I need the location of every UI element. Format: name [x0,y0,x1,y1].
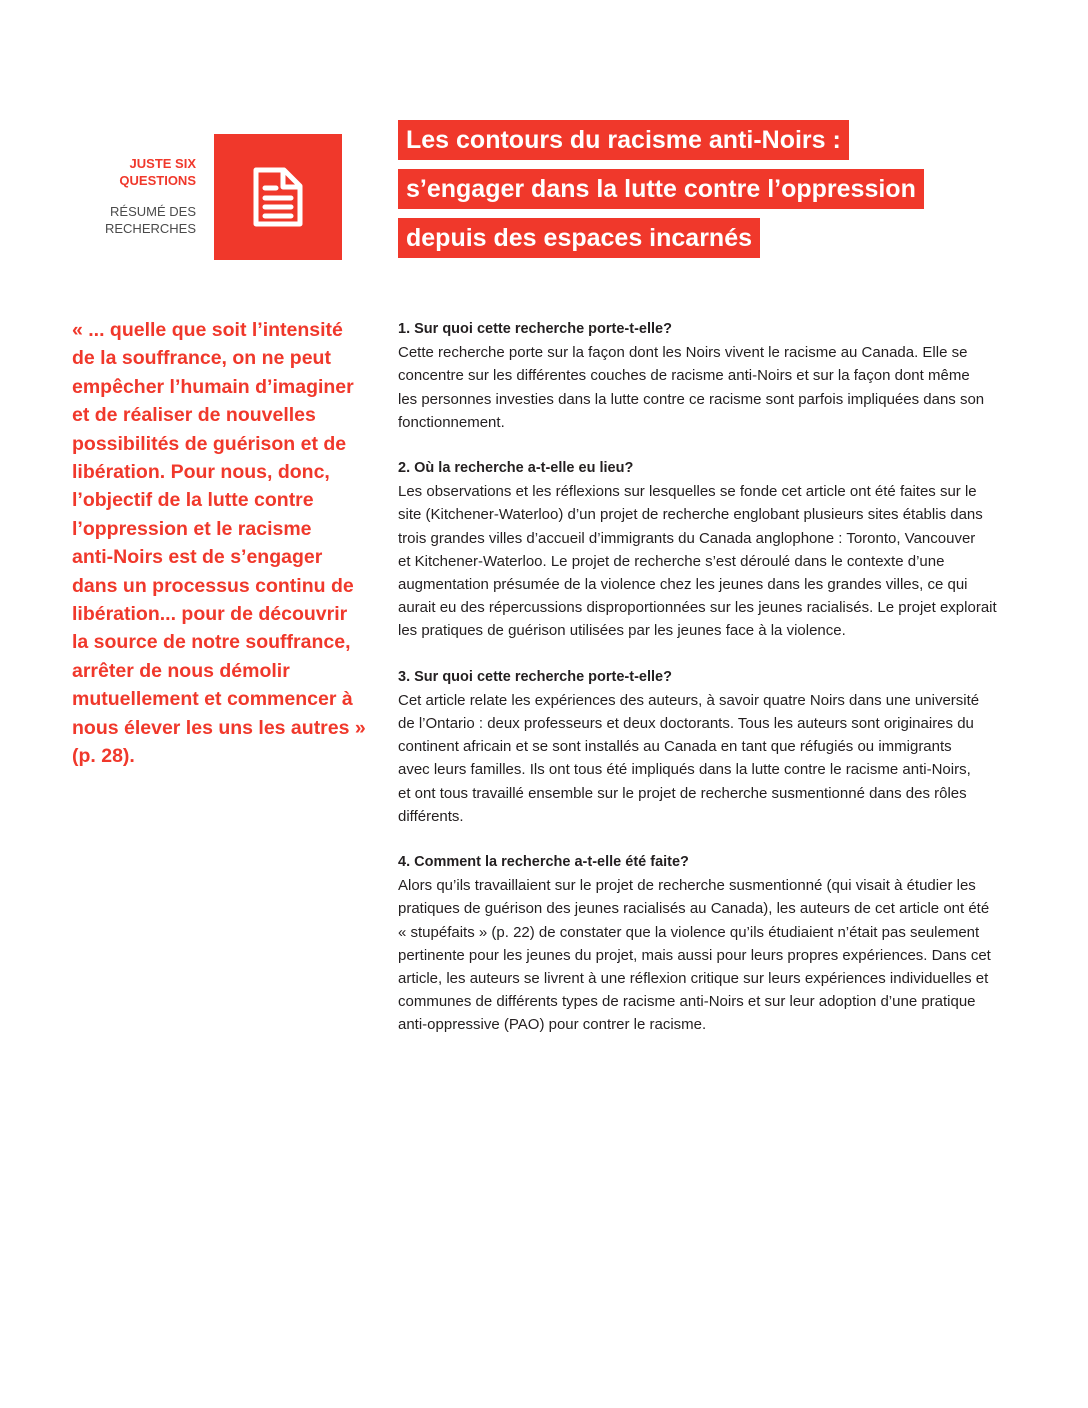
section-body: Cette recherche porte sur la façon dont les Noirs vivent le racisme au Canada. Elle se concentre sur les différentes couches de racisme anti-Noirs et sur la façon dont même les personnes investies dans la lutte contre ce racisme sont parfois impliquées dans son fonctionnement. [398,344,985,431]
section-heading: 3. Sur quoi cette recherche porte-t-elle? [398,668,672,685]
series-subtitle: RÉSUMÉ DES RECHERCHES [104,204,196,236]
section-question-2 [398,457,1010,643]
section-question-3 [398,666,1010,828]
section-heading: 1. Sur quoi cette recherche porte-t-elle? [398,321,672,337]
section-question-1 [398,318,1010,434]
section-heading: 2. Où la recherche a-t-elle eu lieu? [398,460,634,477]
title-line: s’engager dans la lutte contre l’oppression [398,169,924,209]
main-content [398,318,1010,1060]
title-line: Les contours du racisme anti-Noirs : [398,120,849,160]
series-name: JUSTE SIX QUESTIONS [119,156,196,188]
document-icon [252,166,304,228]
page-title [398,120,998,267]
title-line: depuis des espaces incarnés [398,218,760,258]
section-body: Cet article relate les expériences des auteurs, à savoir quatre Noirs dans une université de l’Ontario : deux professeurs et deux doctorants. Tous les auteurs sont originaires du continent africain et se sont installés au Canada en tant que réfugiés ou immigrants avec leurs familles. Ils ont tous été impliqués dans la lutte contre le racisme anti-Noirs, et ont tous travaillé ensemble sur le projet de recherche susmentionné dans des rôles différents. [398,691,980,825]
section-body: Alors qu’ils travaillaient sur le projet de recherche susmentionné (qui visait à étudier les pratiques de guérison des jeunes racialisés au Canada), les auteurs de cet article ont été « stupéfaits » (p. 22) de constater que la violence qu’ils étudiaient n’était pas seulement pertinente pour les jeunes du projet, mais aussi pour leurs propres expériences. Dans cet article, les auteurs se livrent à une réflexion critique sur leurs expériences individuelles et communes de différents types de racisme anti-Noirs et sur leur adoption d’une pratique anti-oppressive (PAO) pour contrer le racisme. [398,877,991,1034]
section-body: Les observations et les réflexions sur lesquelles se fonde cet article ont été faites sur le site (Kitchener-Waterloo) d’un projet de recherche englobant plusieurs sites établis dans trois grandes villes d’accueil d’immigrants du Canada anglophone : Toronto, Vancouver et Kitchener-Waterloo. Le projet de recherche s’est déroulé dans le contexte d’une augmentation présumée de la violence chez les jeunes dans les grandes villes, ce qui aurait eu des répercussions disproportionnées sur les jeunes racialisés. Le projet explorait les pratiques de guérison utilisées par les jeunes face à la violence. [398,483,997,640]
section-question-4 [398,851,1010,1037]
document-icon-box [214,134,342,260]
pull-quote: « ... quelle que soit l’intensité de la souffrance, on ne peut empêcher l’humain d’imaginer et de réaliser de nouvelles possibilités de guérison et de libération. Pour nous, donc, l’objectif de la lutte contre l’oppression et le racisme anti-Noirs est de s’engager dans un processus continu de libération... pour de découvrir la source de notre souffrance, arrêter de nous démolir mutuellement et commencer à nous élever les uns les autres » (p. 28). [72,319,366,768]
section-heading: 4. Comment la recherche a-t-elle été faite? [398,854,689,871]
series-branding [96,155,196,237]
